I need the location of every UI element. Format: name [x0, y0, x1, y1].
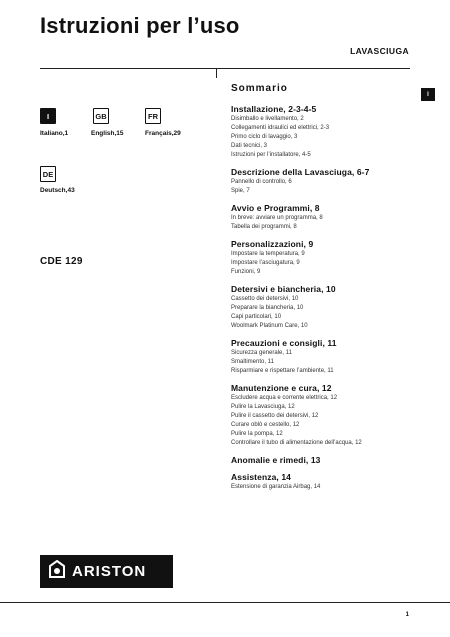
toc-item[interactable]: Spie, 7 — [231, 188, 250, 194]
toc-item[interactable]: Impostare la temperatura, 9 — [231, 251, 305, 257]
toc-item[interactable]: Primo ciclo di lavaggio, 3 — [231, 134, 298, 140]
language-side-tab: I — [421, 88, 435, 101]
document-title: Istruzioni per l’uso — [40, 13, 240, 38]
toc-section-heading[interactable]: Anomalie e rimedi, 13 — [231, 455, 321, 465]
toc-item[interactable]: Woolmark Platinum Care, 10 — [231, 323, 308, 329]
toc-item[interactable]: Tabella dei programmi, 8 — [231, 224, 297, 230]
brand-name: ARISTON — [72, 563, 147, 580]
header-rule — [40, 68, 410, 69]
toc-section-anomalie — [231, 455, 441, 465]
toc-item[interactable]: Impostare l’asciugatura, 9 — [231, 260, 300, 266]
column-divider-tick — [216, 68, 217, 78]
toc-item[interactable]: Preparare la biancheria, 10 — [231, 305, 304, 311]
product-category: LAVASCIUGA — [350, 46, 409, 56]
toc-item[interactable]: Funzioni, 9 — [231, 269, 261, 275]
language-label-italian: Italiano,1 — [40, 130, 69, 137]
toc-item[interactable]: Controllare il tubo di alimentazione dell’acqua, 12 — [231, 440, 362, 446]
toc-section-heading[interactable]: Assistenza, 14 — [231, 472, 291, 482]
toc-item[interactable]: Smaltimento, 11 — [231, 359, 274, 365]
toc-section-heading[interactable]: Precauzioni e consigli, 11 — [231, 338, 337, 348]
language-box-german[interactable]: DE — [40, 166, 56, 182]
toc-item[interactable]: Dati tecnici, 3 — [231, 143, 268, 149]
language-label-french: Français,29 — [145, 130, 181, 137]
footer-rule — [0, 602, 450, 603]
language-box-italian[interactable]: I — [40, 108, 56, 124]
toc-item[interactable]: Capi particolari, 10 — [231, 314, 282, 320]
toc-section-personalizzazioni — [231, 239, 441, 277]
toc-item[interactable]: Collegamenti idraulici ed elettrici, 2-3 — [231, 125, 330, 131]
toc-section-heading[interactable]: Detersivi e biancheria, 10 — [231, 284, 336, 294]
toc-section-heading[interactable]: Personalizzazioni, 9 — [231, 239, 314, 249]
toc-item[interactable]: Pulire il cassetto dei detersivi, 12 — [231, 413, 319, 419]
toc-item[interactable]: Istruzioni per l’installatore, 4-5 — [231, 152, 311, 158]
toc-item[interactable]: Pannello di controllo, 6 — [231, 179, 292, 185]
toc-section-heading[interactable]: Avvio e Programmi, 8 — [231, 203, 320, 213]
toc-section-manutenzione — [231, 383, 441, 448]
language-label-german: Deutsch,43 — [40, 187, 75, 194]
toc-section-precauzioni — [231, 338, 441, 376]
toc-item[interactable]: Pulire la Lavasciuga, 12 — [231, 404, 295, 410]
toc-item[interactable]: Disimballo e livellamento, 2 — [231, 116, 304, 122]
language-box-french[interactable]: FR — [145, 108, 161, 124]
page-number: 1 — [405, 612, 409, 618]
toc-section-detersivi — [231, 284, 441, 331]
toc-section-heading[interactable]: Manutenzione e cura, 12 — [231, 383, 332, 393]
language-label-english: English,15 — [91, 130, 124, 137]
ariston-logo — [40, 555, 173, 588]
ariston-house-icon — [49, 560, 65, 583]
model-number: CDE 129 — [40, 256, 83, 267]
toc-section-installazione — [231, 104, 441, 160]
toc-item[interactable]: Estensione di garanzia Airbag, 14 — [231, 484, 321, 490]
toc-title: Sommario — [231, 83, 288, 94]
toc-item[interactable]: Escludere acqua e corrente elettrica, 12 — [231, 395, 338, 401]
toc-item[interactable]: Risparmiare e rispettare l’ambiente, 11 — [231, 368, 334, 374]
toc-section-assistenza — [231, 472, 441, 492]
toc-item[interactable]: Cassetto dei detersivi, 10 — [231, 296, 299, 302]
toc-item[interactable]: Sicurezza generale, 11 — [231, 350, 292, 356]
toc-item[interactable]: Curare oblò e cestello, 12 — [231, 422, 300, 428]
table-of-contents — [231, 83, 441, 499]
toc-section-avvio — [231, 203, 441, 232]
toc-section-descrizione — [231, 167, 441, 196]
toc-item[interactable]: In breve: avviare un programma, 8 — [231, 215, 323, 221]
language-box-english[interactable]: GB — [93, 108, 109, 124]
toc-item[interactable]: Pulire la pompa, 12 — [231, 431, 283, 437]
toc-section-heading[interactable]: Descrizione della Lavasciuga, 6-7 — [231, 167, 370, 177]
toc-section-heading[interactable]: Installazione, 2-3-4-5 — [231, 104, 317, 114]
